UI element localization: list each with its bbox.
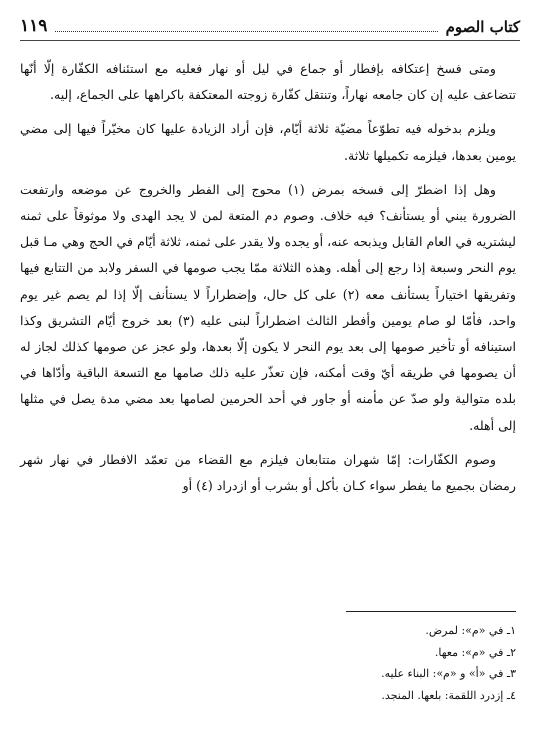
footnote: ٣ـ في «أ» و «م»: البناء عليه. xyxy=(381,667,516,680)
main-text xyxy=(20,56,516,507)
paragraph: وصوم الكفّارات: إمّا شهران متتابعان فيلزم مع القضاء من تعمّد الافطار في نهار شهر رمضان بجميع ما يفطر سواء كـان بأكل أو بشرب أو ازدراد (٤) أو xyxy=(20,451,516,494)
footnote: ٢ـ في «م»: معها. xyxy=(434,645,516,659)
header-rule xyxy=(20,40,520,41)
paragraph: وهل إذا اضطرّ إلى فسخه بمرض (١) محوج إلى الفطر والخروج عن موضعه وارتفعت الضرورة يبني أو يستأنف؟ فيه خلاف. وصوم دم المتعة لمن لا يجد الهدى ولا موثوقاً على ثمنه ليشتريه في العام القابل ويذبحه عنه، أو يجده ولا يقدر على ثمنه، ثلاثة أيّام في الحج وهي مـا قبل يوم النحر وسبعة إذا رجع إلى أهله. وهذه الثلاثة ممّا يجب صومها في السفر ولابد من التتابع فيها وتفريقها اختياراً يستأنف معه (٢) على كل حال، وإضطراراً لا يستأنف إلّا إذا لم يصم غير يوم واحد، فأمّا لو صام يومين وأفطر الثالث اضطراراً لبنى عليه (٣) بعد خروج أيّام التشريق وكذا استينافه أو تأخير صومها إلى بعد يوم النحر لا يكون إلّا بعدها، ولو عجز عن صومها كذلك لجاز له أن يصومها في طريقه أيّ وقت أمكنه، فإن تعذّر عليه ذلك صامها مع التسعة الباقية وأدّاها في بلده متوالية ولو صدّ عن مأمنه أو جاور في أحد الحرمين لصامها بعد مضي مدة يصل في مثلها إلى أهله. xyxy=(20,181,516,433)
paragraph: ومتى فسخ إعتكافه بإفطار أو جماع في ليل أو نهار فعليه مع استئنافه الكفّارة إلّا أنّها تتضاعف عليه إن كان جامعه نهاراً، وتنتقل كفّارة زوجته المعتكفة باكراهها على الجماع، إليه. xyxy=(20,61,516,103)
paragraph: ويلزم بدخوله فيه تطوّعاً مضيّة ثلاثة أيّام، فإن أراد الزيادة عليها كان مخيّراً فيها إلى مضي يومين بعدها، فيلزمه تكميلها ثلاثة. xyxy=(20,121,516,163)
footnote-separator xyxy=(346,611,516,612)
running-header xyxy=(20,14,520,36)
footnote: ١ـ في «م»: لمرض. xyxy=(425,624,516,637)
footnotes xyxy=(120,620,516,706)
page-number: ١١٩ xyxy=(20,16,48,36)
chapter-title: كتاب الصوم xyxy=(445,18,520,36)
footnote: ٤ـ إزدرد اللقمة: بلعها. المنجد. xyxy=(381,688,516,702)
header-dotted-leader xyxy=(55,31,437,32)
